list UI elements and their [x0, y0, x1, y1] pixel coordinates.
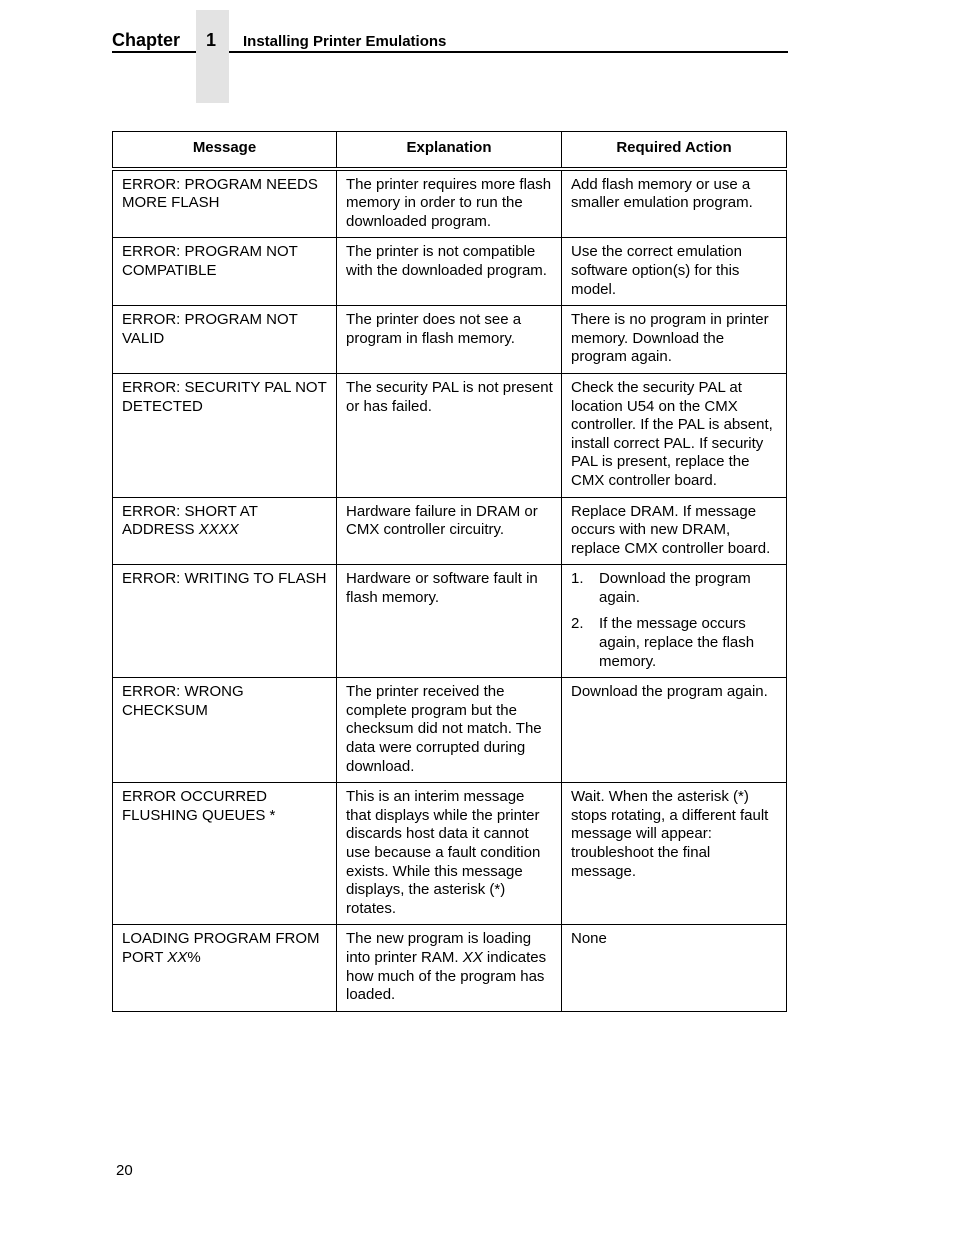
chapter-label: Chapter: [112, 30, 181, 50]
header-rule-left: [112, 51, 196, 53]
explanation-cell: [337, 925, 562, 1011]
action-cell: None: [562, 925, 787, 1011]
table-row: [113, 783, 787, 925]
action-cell: There is no program in printer memory. Download the program again.: [562, 306, 787, 374]
table-row: [113, 925, 787, 1011]
message-cell: ERROR OCCURRED FLUSHING QUEUES *: [113, 783, 337, 925]
chapter-header: [112, 0, 788, 110]
explanation-cell: The printer requires more flash memory in order to run the downloaded program.: [337, 169, 562, 238]
explanation-cell: The printer received the complete program but the checksum did not match. The data were corrupted during download.: [337, 678, 562, 783]
step-number: 1.: [571, 570, 584, 588]
message-cell: ERROR: WRONG CHECKSUM: [113, 678, 337, 783]
explanation-cell: Hardware or software fault in flash memory.: [337, 565, 562, 678]
message-cell: ERROR: SECURITY PAL NOT DETECTED: [113, 373, 337, 497]
step-text: If the message occurs again, replace the flash memory.: [599, 615, 755, 670]
message-cell: ERROR: PROGRAM NOT VALID: [113, 306, 337, 374]
message-cell: ERROR: PROGRAM NOT COMPATIBLE: [113, 238, 337, 306]
table-row: [113, 373, 787, 497]
table-header-row: [113, 132, 787, 169]
step-text: Download the program again.: [599, 570, 751, 606]
action-cell: Download the program again.: [562, 678, 787, 783]
action-cell: Add flash memory or use a smaller emulation program.: [562, 169, 787, 238]
action-steps-list: [571, 570, 778, 671]
table-row: [113, 238, 787, 306]
column-header-explanation: Explanation: [337, 132, 562, 169]
chapter-number: 1: [206, 30, 217, 50]
explanation-variable: XX: [462, 948, 483, 966]
chapter-title: Installing Printer Emulations: [243, 33, 447, 50]
explanation-cell: This is an interim message that displays while the printer discards host data it cannot use because a fault condition exists. While this message displays, the asterisk (*) rotates.: [337, 783, 562, 925]
message-variable: XXXX: [198, 521, 239, 539]
message-text: ERROR: SHORT AT ADDRESS: [122, 502, 258, 539]
chapter-tab: [196, 10, 229, 103]
message-cell: [113, 925, 337, 1011]
action-cell: [562, 565, 787, 678]
table-row: [113, 306, 787, 374]
message-text-suffix: %: [187, 948, 201, 966]
action-cell: Replace DRAM. If message occurs with new DRAM, replace CMX controller board.: [562, 497, 787, 565]
explanation-cell: The printer is not compatible with the downloaded program.: [337, 238, 562, 306]
header-rule-right: [229, 51, 788, 53]
table-row: [113, 169, 787, 238]
error-message-table: [112, 131, 787, 1012]
action-cell: Check the security PAL at location U54 on the CMX controller. If the PAL is absent, install correct PAL. If security PAL is present, replace the CMX controller board.: [562, 373, 787, 497]
action-step: [571, 615, 778, 671]
explanation-cell: The security PAL is not present or has failed.: [337, 373, 562, 497]
table-row: [113, 678, 787, 783]
explanation-cell: Hardware failure in DRAM or CMX controller circuitry.: [337, 497, 562, 565]
message-text: LOADING PROGRAM FROM PORT: [122, 930, 320, 966]
message-cell: ERROR: WRITING TO FLASH: [113, 565, 337, 678]
explanation-text: The new program is loading into printer RAM.: [346, 930, 532, 966]
action-cell: Wait. When the asterisk (*) stops rotating, a different fault message will appear: troubleshoot the final message.: [562, 783, 787, 925]
column-header-required-action: Required Action: [562, 132, 787, 169]
message-variable: XX: [167, 948, 188, 966]
message-cell: ERROR: PROGRAM NEEDS MORE FLASH: [113, 169, 337, 238]
action-step: [571, 570, 778, 607]
step-number: 2.: [571, 615, 584, 633]
message-cell: [113, 497, 337, 565]
column-header-message: Message: [113, 132, 337, 169]
page-number: 20: [116, 1162, 133, 1179]
explanation-cell: The printer does not see a program in flash memory.: [337, 306, 562, 374]
explanation-text-suffix: indicates how much of the program has loaded.: [346, 948, 547, 1004]
action-cell: Use the correct emulation software option(s) for this model.: [562, 238, 787, 306]
table-row: [113, 497, 787, 565]
table-row: [113, 565, 787, 678]
